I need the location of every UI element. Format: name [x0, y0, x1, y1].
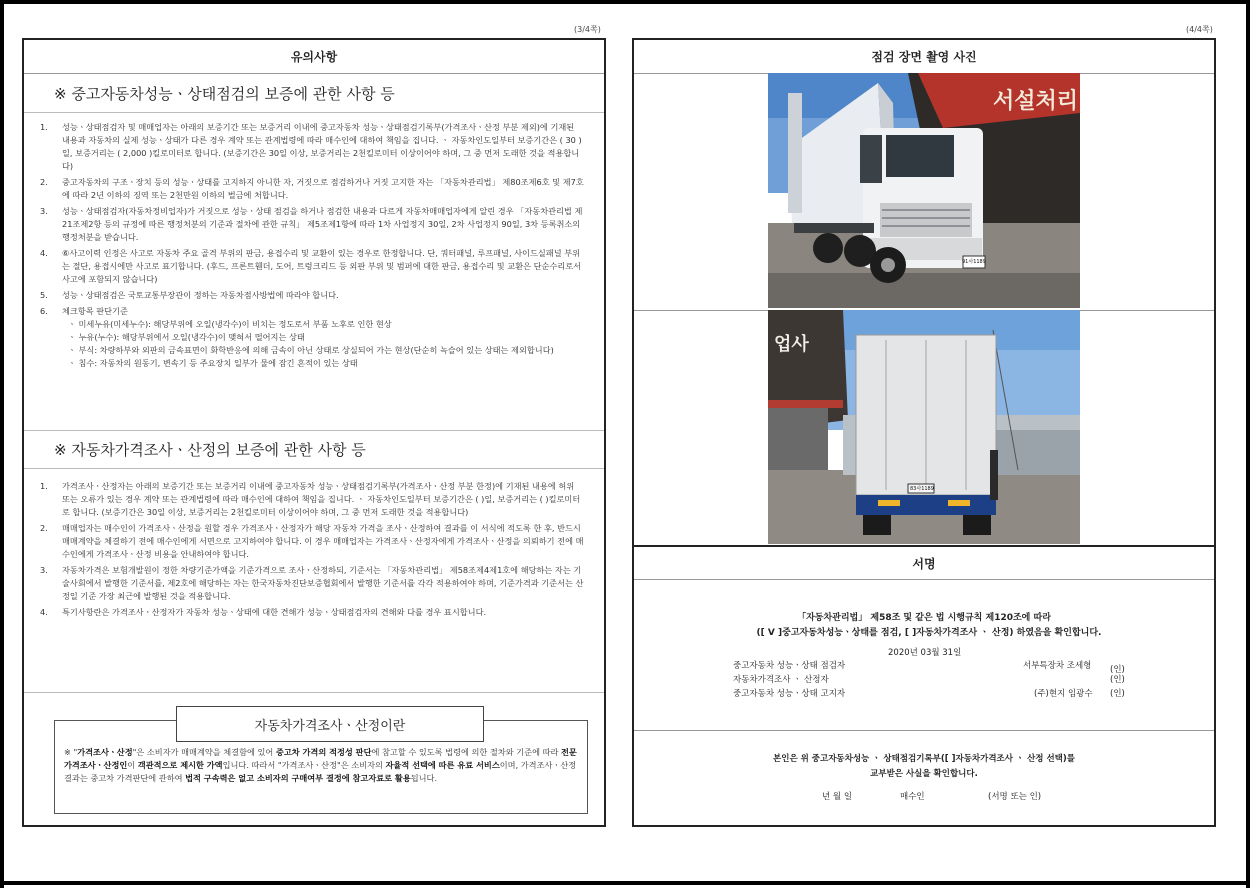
- notice-part: 입니다. 따라서 "가격조사ㆍ산정"은 소비자의: [222, 760, 386, 770]
- notice-title: 자동차가격조사ㆍ산정이란: [176, 706, 484, 742]
- list-item: [40, 205, 584, 244]
- list-item-number: 2.: [40, 523, 48, 533]
- list-item-number: 4.: [40, 248, 48, 258]
- list-item: [40, 289, 584, 302]
- list-item-number: 2.: [40, 177, 48, 187]
- buyer-signature: (서명 또는 인): [988, 792, 1042, 802]
- notice-bold: 법적 구속력은 없고 소비자의 구매여부 결정에 참고자료로 활용: [185, 773, 411, 783]
- signer-seal-1: (인): [1110, 665, 1125, 675]
- notice-bold: 자율적 선택에 따른 유료 서비스: [385, 760, 500, 770]
- confirm-divider: [634, 730, 1214, 731]
- list-item: [40, 247, 584, 286]
- right-page-number: (4/4쪽): [1186, 25, 1213, 34]
- list-item-text: 가격조사ㆍ산정자는 아래의 보증기간 또는 보증거리 이내에 중고자동차 성능ㆍ상태점검기록부(가격조사ㆍ산정 부분 한정)에 기재된 내용에 허위 또는 오류가 있는 경우 계약 또는 관계법령에 따라 매수인에 대하여 책임을 집니다. ㆍ 자동차인도일부터 보증기간은 ( )일, 보증거리는 ( )킬로미터로 합니다. (보증기간은 30일 이상, 보증거리는 2천킬로미터 이상이어야 하며, 그 중 먼저 도래한 것을 적용합니다): [62, 481, 581, 517]
- notice-part: ※ ": [64, 747, 78, 757]
- list-item-number: 3.: [40, 206, 48, 216]
- signer-name-1: 서부특장차 조세형: [1023, 661, 1092, 671]
- right-page-header: 점검 장면 촬영 사진: [634, 40, 1214, 74]
- sign-letters: 서설처리: [993, 89, 1079, 114]
- statement-line-2: ([ V ]중고자동차성능ㆍ상태를 점검, [ ]자동차가격조사 ㆍ 산정) 하였음을 확인합니다.: [756, 628, 1102, 638]
- front-plate: 91사1189: [962, 259, 986, 265]
- left-page-header: 유의사항: [24, 40, 604, 74]
- list-item-number: 3.: [40, 565, 48, 575]
- sign-header: 서명: [634, 547, 1214, 580]
- notice-bold: 전문 가격조사ㆍ산정인: [64, 747, 577, 770]
- sign-date: 2020년 03월 31일: [888, 648, 962, 658]
- list-item: [40, 564, 584, 603]
- notice-bold: 객관적으로 제시한 가액: [137, 760, 223, 770]
- confirm-line-2: 교부받은 사실을 확인합니다.: [870, 769, 978, 779]
- list-item-text: 성능ㆍ상태점검자(자동차정비업자)가 거짓으로 성능ㆍ상태 점검을 하거나 점검한 내용과 다르게 자동차매매업자에게 알린 경우 「자동차관리법 제21조제2항 등의 규정에 따른 행정처분의 기준과 절차에 관한 규칙」 제5조제1항에 따라 1차 사업정지 30일, 2차 사업정지 90일, 3차 등록취소의 행정처분을 받습니다.: [62, 206, 583, 242]
- list-item-number: 6.: [40, 306, 48, 316]
- notice-divider: [24, 692, 604, 693]
- rear-sign-letters: 업사: [774, 334, 809, 355]
- list-item: [40, 522, 584, 561]
- signer-seal-3: (인): [1110, 689, 1125, 699]
- list-item-number: 5.: [40, 290, 48, 300]
- left-page-number: (3/4쪽): [574, 25, 601, 34]
- list-item-text: 특기사항란은 가격조사ㆍ산정자가 자동차 성능ㆍ상태에 대한 견해가 성능ㆍ상태점검자의 견해와 다를 경우 표시합니다.: [62, 607, 487, 617]
- notice-part: 됩니다.: [410, 773, 438, 783]
- notice-bold: 가격조사ㆍ산정: [77, 747, 133, 757]
- signer-role-1: 중고자동차 성능ㆍ상태 점검자: [733, 661, 846, 671]
- truck-rear-illustration: [768, 310, 1080, 544]
- criteria-item: ㆍ 부식: 차량하부와 외판의 금속표면이 화학반응에 의해 금속이 아닌 상태로 상실되어 가는 현상(단순히 녹슬어 있는 상태는 제외합니다): [68, 345, 554, 355]
- list-item-text: 중고자동차의 구조ㆍ장치 등의 성능ㆍ상태를 고지하지 아니한 자, 거짓으로 점검하거나 거짓 고지한 자는 「자동차관리법」 제80조제6호 및 제7호에 따라 2년 이하의 징역 또는 2천만원 이하의 벌금에 처합니다.: [62, 177, 584, 200]
- list-item-number: 4.: [40, 607, 48, 617]
- signer-name-3: (주)현지 임광수: [1034, 689, 1093, 699]
- frame-bottom-border: [0, 881, 1250, 885]
- list-item-text: 체크항목 판단기준: [62, 306, 128, 316]
- section2-list: [24, 472, 604, 628]
- criteria-item: ㆍ 침수: 자동차의 원동기, 변속기 등 주요장치 일부가 물에 잠긴 흔적이 있는 상태: [68, 358, 358, 368]
- notice-part: 이: [127, 760, 138, 770]
- criteria-item: ㆍ 누유(누수): 해당부위에서 오일(냉각수)이 맺혀서 떨어지는 상태: [68, 332, 305, 342]
- list-item-text: 자동차가격은 보험개발원이 정한 차량기준가액을 기준가격으로 조사ㆍ산정하되, 기준서는 「자동차관리법」 제58조제4제1호에 해당하는 자는 기술사회에서 발행한 기준서를, 제2호에 해당하는 자는 한국자동차진단보증협회에서 발행한 기준서를 각각 적용하여야 하며, 기준가격과 기준서는 산정일 기준 가장 최근에 발행된 것을 적용합니다.: [62, 565, 584, 601]
- list-item-text: 성능ㆍ상태점검은 국토교통부장관이 정하는 자동차점사방법에 따라야 합니다.: [62, 290, 339, 300]
- list-item-text: ⑥사고이력 인정은 사고로 자동차 주요 골격 부위의 판금, 용접수리 및 교환이 있는 경우로 한정합니다. 단, 쿼터패널, 루프패널, 사이드실패널 부위는 절단, 용접시에만 사고로 표기합니다. (후드, 프론트휀더, 도어, 트렁크리드 등 외판 부위 및 범퍼에 대한 판금, 용접수리 및 교환은 단순수리로서 사고에 포함되지 않습니다): [62, 248, 582, 284]
- buyer-date: 년 월 일: [822, 792, 853, 802]
- notice-part: 이며, 가격조사ㆍ산정 결과는 중고차 가격판단에 관하여: [64, 760, 577, 783]
- list-item: [40, 121, 584, 173]
- rear-plate: 83사1189: [910, 486, 934, 492]
- notice-part: 에 참고할 수 있도록 법령에 의한 절차와 기준에 따라: [371, 747, 562, 757]
- criteria-sublist: [62, 318, 584, 370]
- list-item: [40, 305, 584, 370]
- section2-title: ※ 자동차가격조사ㆍ산정의 보증에 관한 사항 등: [24, 431, 604, 469]
- notice-part: "은 소비자가 매매계약을 체결함에 있어: [132, 747, 276, 757]
- list-item: [40, 176, 584, 202]
- truck-front-illustration: [768, 73, 1080, 308]
- section1-list: [24, 113, 604, 379]
- list-item-text: 성능ㆍ상태점검자 및 매매업자는 아래의 보증기간 또는 보증거리 이내에 중고자동차 성능ㆍ상태점검기록부(가격조사ㆍ산정 부분 제외)에 기재된 내용과 자동차의 실제 성능ㆍ상태가 다른 경우 계약 또는 관계법령에 따라 매수인에 대하여 책임을 집니다. ㆍ 자동차인도일부터 보증기간은 ( 30 )일, 보증거리는 ( 2,000 )킬로미터로 합니다. (보증기간은 30일 이상, 보증거리는 2천킬로미터 이상이어야 하며, 그 중 먼저 도래한 것을 적용합니다): [62, 122, 582, 171]
- list-item-number: 1.: [40, 122, 48, 132]
- inspection-photo-rear: [768, 310, 1080, 544]
- section1-title: ※ 중고자동차성능ㆍ상태점검의 보증에 관한 사항 등: [24, 74, 604, 113]
- inspection-photo-front: [768, 73, 1080, 308]
- frame-top-border: [0, 0, 1250, 4]
- signer-seal-2: (인): [1110, 675, 1125, 685]
- statement-line-1: 「자동차관리법」 제58조 및 같은 법 시행규칙 제120조에 따라: [797, 613, 1051, 623]
- list-item-number: 1.: [40, 481, 48, 491]
- list-item-text: 매매업자는 매수인이 가격조사ㆍ산정을 원할 경우 가격조사ㆍ산정자가 해당 자동차 가격을 조사ㆍ산정하여 결과를 이 서식에 적도록 한 후, 반드시 매매계약을 체결하기 전에 매수인에게 서면으로 고지하여야 합니다. 이 경우 매매업자는 가격조사ㆍ산정자에게 가격조사ㆍ산정을 의뢰하기 전에 매수인에게 가격조사ㆍ산정 비용을 안내하여야 합니다.: [62, 523, 584, 559]
- list-item: [40, 480, 584, 519]
- signer-role-3: 중고자동차 성능ㆍ상태 고지자: [733, 689, 846, 699]
- notice-bold: 중고차 가격의 적정성 판단: [275, 747, 372, 757]
- confirm-line-1: 본인은 위 중고자동차성능 ㆍ 상태점검기록부([ ]자동차가격조사 ㆍ 산정 선택)를: [773, 754, 1075, 764]
- signer-role-2: 자동차가격조사 ㆍ 산정자: [733, 675, 829, 685]
- buyer-label: 매수인: [900, 792, 925, 802]
- criteria-item: ㆍ 미세누유(미세누수): 해당부위에 오일(냉각수)이 비치는 정도로서 부품 노후로 인한 현상: [68, 319, 392, 329]
